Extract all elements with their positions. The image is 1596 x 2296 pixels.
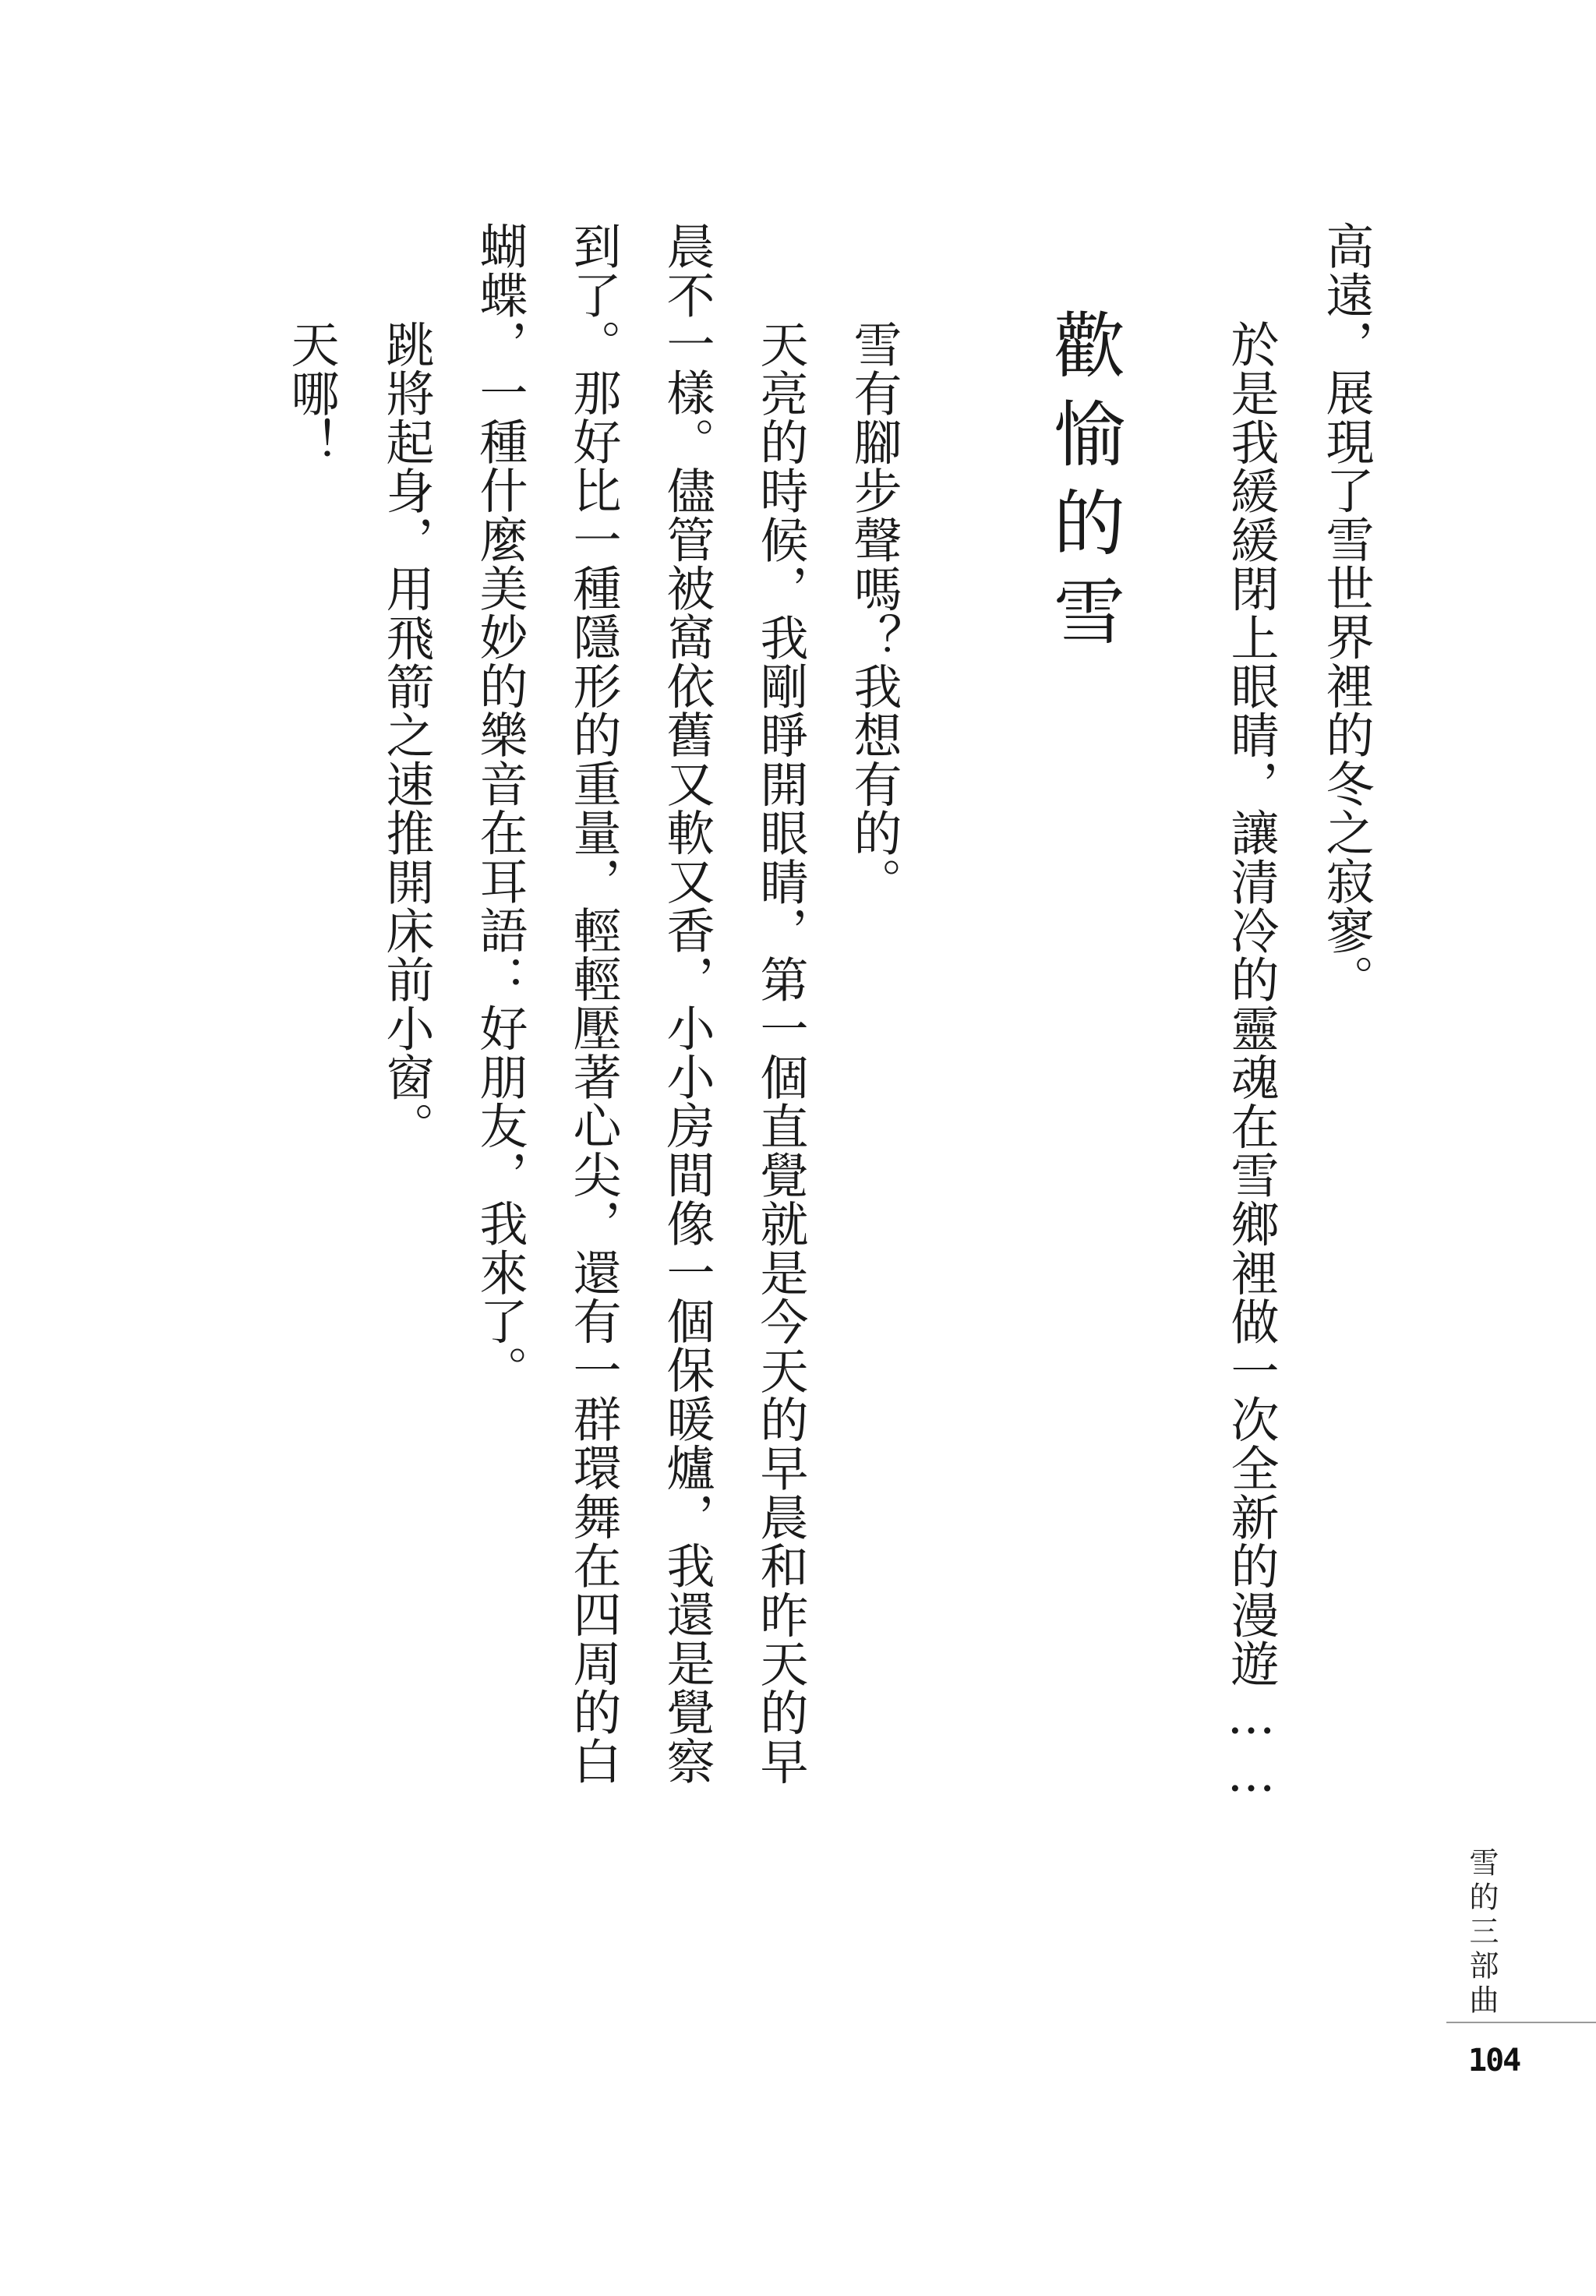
text-column-5: 晨不一樣。儘管被窩依舊又軟又香，小小房間像一個保暖爐，我還是覺察 bbox=[659, 221, 715, 1786]
text-column-1: 高遠，展現了雪世界裡的冬之寂寥。 bbox=[1318, 221, 1375, 1004]
text-column-2: 於是我緩緩閉上眼睛，讓清冷的靈魂在雪鄉裡做一次全新的漫遊…… bbox=[1223, 320, 1280, 1803]
page-number: 104 bbox=[1468, 2043, 1520, 2079]
text-column-4: 天亮的時候，我剛睜開眼睛，第一個直覺就是今天的早晨和昨天的早 bbox=[752, 320, 809, 1786]
text-column-7: 蝴蝶，一種什麼美妙的樂音在耳語：好朋友，我來了。 bbox=[471, 221, 528, 1394]
section-heading: 歡愉的雪 bbox=[1042, 308, 1125, 663]
text-column-6: 到了。那好比一種隱形的重量，輕輕壓著心尖，還有一群環舞在四周的白 bbox=[565, 221, 622, 1786]
text-column-8: 跳將起身，用飛箭之速推開床前小窗。 bbox=[378, 320, 435, 1150]
text-column-3: 雪有腳步聲嗎？我想有的。 bbox=[846, 320, 902, 906]
running-title: 雪的三部曲 bbox=[1464, 1847, 1499, 2019]
text-column-9: 天哪！ bbox=[283, 320, 340, 467]
margin-divider bbox=[1446, 2022, 1596, 2023]
